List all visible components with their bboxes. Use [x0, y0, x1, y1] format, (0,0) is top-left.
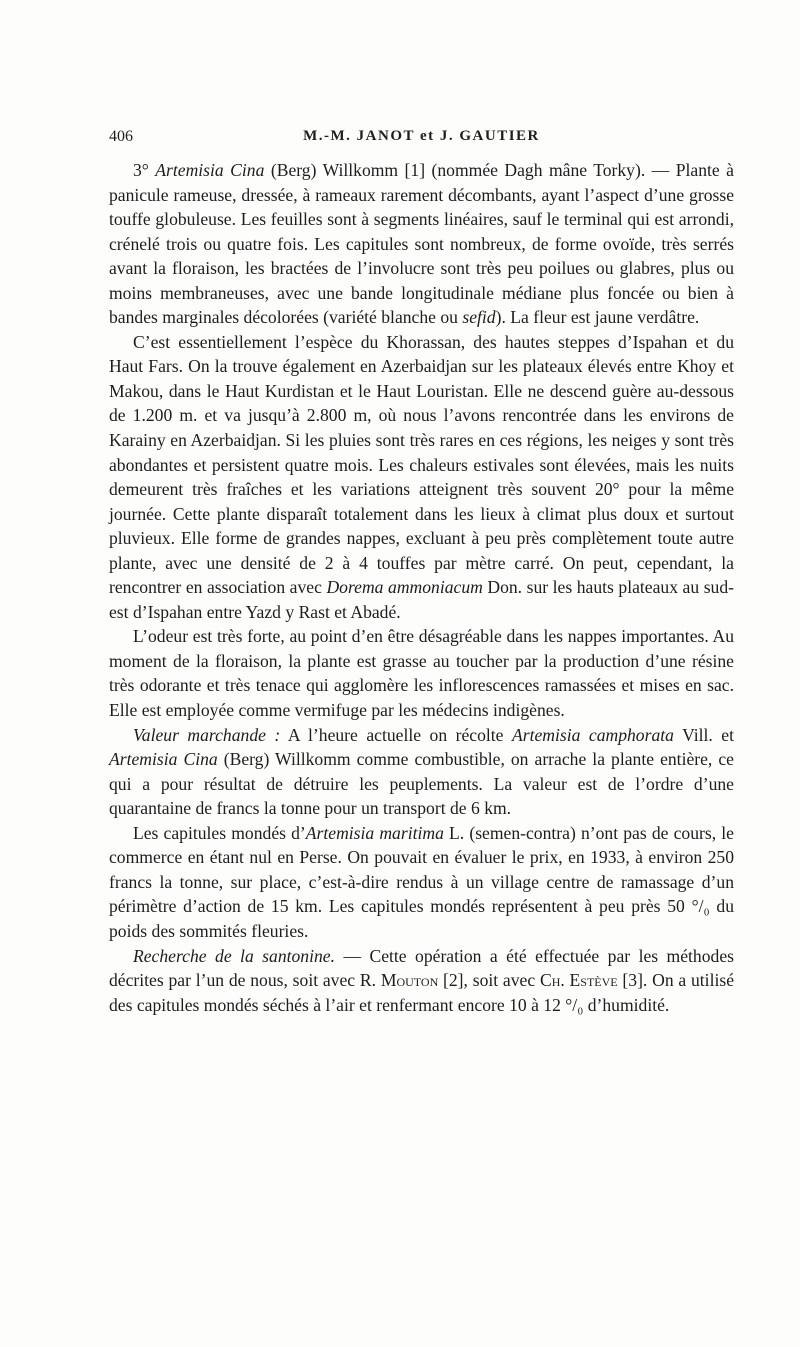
paragraph-text: (Berg) Willkomm [1] (nommée Dagh mâne Torky). — Plante à panicule rameuse, dressée, à rameaux rarement décombants, ayant l’aspect d’une grosse touffe globuleuse. Les feuilles sont à segments linéaires, sauf le terminal qui est arrondi, crénelé trois ou quatre fois. Les capitules sont nombreux, de forme ovoïde, très serrés avant la floraison, les bractées de l’involucre sont très peu poilues ou glabres, plus ou moins membraneuses, avec une bande longitudinale médiane plus foncée ou bien à bandes marginales décolorées (variété blanche ou [109, 160, 734, 328]
paragraph-artemisia-cina [109, 158, 734, 330]
item-number: 3° [133, 160, 149, 180]
paragraph-text: ). La fleur est jaune verdâtre. [495, 307, 700, 328]
paragraph-text: [2], soit avec [443, 970, 536, 991]
paragraph-market-value [109, 723, 734, 821]
section-label: Valeur marchande : [133, 724, 281, 745]
paragraph-distribution [109, 330, 734, 625]
body-text [109, 158, 734, 1017]
page-header [109, 128, 734, 148]
paragraph-capitula [109, 821, 734, 944]
paragraph-text: — Cette opération a été effectuée par les méthodes décrites par l’un de nous, soit avec R. [109, 945, 734, 991]
author-name: Ch. Estève [539, 970, 618, 991]
paragraph-text: A l’heure actuelle on récolte [287, 724, 504, 745]
paragraph-text: Vill. et [682, 724, 734, 745]
variety-name: sefid [462, 307, 496, 328]
running-head: M.-M. JANOT et J. GAUTIER [303, 128, 540, 144]
paragraph-text: C’est essentiellement l’espèce du Khorassan, des hautes steppes d’Ispahan et du Haut Fars. On la trouve également en Azerbaidjan sur les plateaux élevés entre Khoy et Makou, dans le Haut Kurdistan et le Haut Louristan. Elle ne descend guère au-dessous de 1.200 m. et va jusqu’à 2.800 m, où nous l’avons rencontrée dans les environs de Karainy en Azerbaidjan. Si les pluies sont très rares en ces régions, les neiges y sont très abondantes et persistent quatre mois. Les chaleurs estivales sont élevées, mais les nuits demeurent très fraîches et les variations atteignent très souvent 20° pour la même journée. Cette plante disparaît totalement dans les lieux à climat plus doux et surtout pluvieux. Elle forme de grandes nappes, excluant à peu près complètement toute autre plante, avec une densité de 2 à 4 touffes par mètre carré. On peut, cependant, la rencontrer en association avec [109, 331, 734, 598]
species-name: Dorema ammoniacum [326, 577, 483, 598]
paragraph-odour: L’odeur est très forte, au point d’en être désagréable dans les nappes importantes. Au moment de la floraison, la plante est grasse au toucher par la production d’une résine très odorante et très tenace qui agglomère les inflorescences ramassées et mises en sac. Elle est employée comme vermifuge par les médecins indigènes. [109, 626, 734, 721]
paragraph-text: Don. sur les hauts plateaux au sud-est d’Ispahan entre Yazd y Rast et Abadé. [109, 577, 734, 622]
page-number: 406 [109, 128, 133, 145]
paragraph-text: (Berg) Willkomm comme combustible, on arrache la plante entière, ce qui a pour résultat de détruire les peuplements. La valeur est de l’ordre d’une quarantaine de francs la tonne pour un transport de 6 km. [109, 749, 734, 819]
section-label: Recherche de la santonine. [133, 945, 335, 966]
author-name: Mouton [380, 970, 439, 991]
paragraph-text: L. (semen-contra) n’ont pas de cours, le commerce en étant nul en Perse. On pouvait en évaluer le prix, en 1933, à environ 250 francs la tonne, sur place, c’est-à-dire rendus à un village centre de ramassage d’un périmètre d’action de 15 km. Les capitules mondés représentent à peu près 50 °/₀ du poids des sommités fleuries. [109, 822, 734, 941]
paragraph-text: Les capitules mondés d’ [133, 822, 306, 843]
species-name: Artemisia maritima [305, 822, 444, 843]
species-name: Artemisia camphorata [511, 724, 674, 745]
paragraph-santonin-research [109, 944, 734, 1018]
species-name: Artemisia Cina [155, 160, 265, 180]
paragraph-text: [3]. On a utilisé des capitules mondés séchés à l’air et renfermant encore 10 à 12 °/₀ d’humidité. [109, 970, 735, 1015]
species-name: Artemisia Cina [109, 749, 218, 770]
